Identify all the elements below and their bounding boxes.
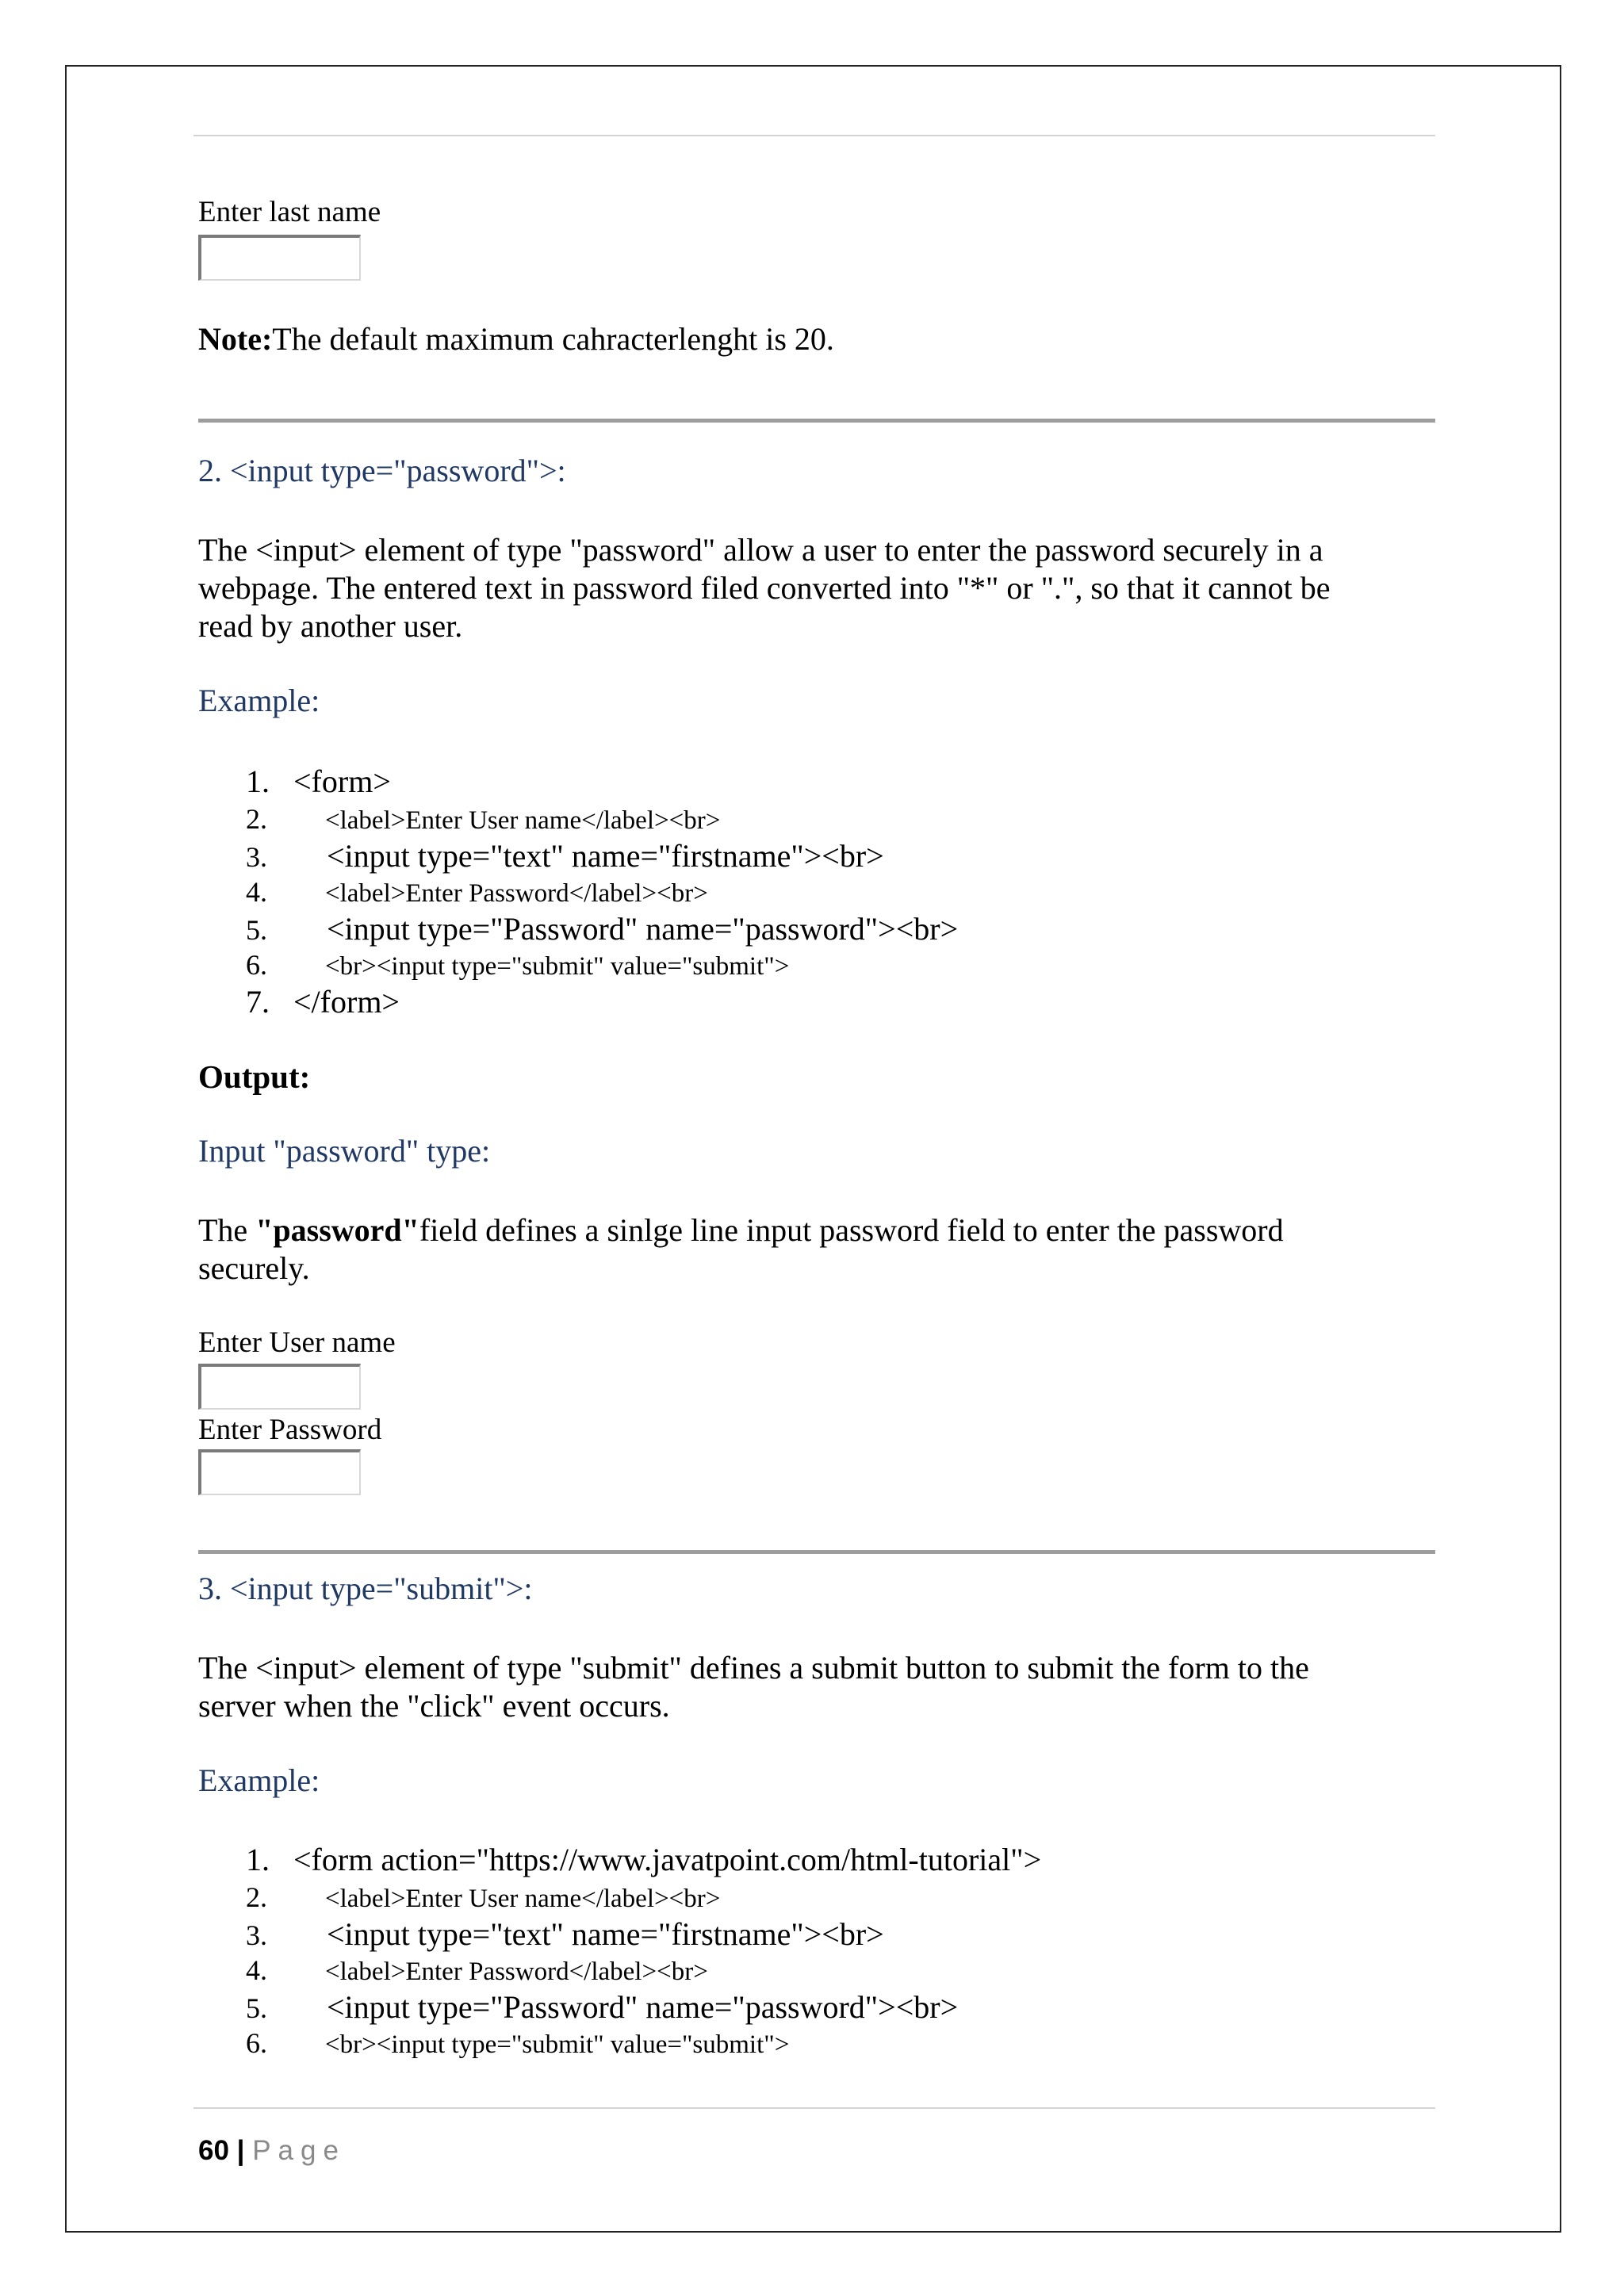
code-line-text: <label>Enter User name</label><br>: [325, 806, 721, 835]
code-line-number: 5.: [246, 1992, 267, 2024]
code-line: [246, 1881, 720, 1914]
code-line: [246, 802, 720, 836]
code-line: [246, 837, 884, 874]
footer-rule: [193, 2107, 1435, 2109]
password-para-line-2: webpage. The entered text in password filed converted into "*" or ".", so that it cannot be: [198, 570, 1331, 606]
password-desc-bold: "password": [255, 1212, 419, 1248]
code-line: [246, 875, 708, 909]
code-line-text: <input type="text" name="firstname"><br>: [327, 838, 884, 874]
code-line-text: <form>: [293, 763, 391, 799]
code-line-number: 3.: [246, 841, 267, 873]
code-line: [246, 2026, 789, 2060]
code-line: [246, 1841, 1041, 1878]
page-number: 60: [198, 2135, 229, 2166]
note-paragraph: [198, 320, 834, 358]
note-text: The default maximum cahracterlenght is 20.: [272, 321, 834, 357]
code-line-number: 7.: [246, 984, 270, 1020]
password-section-heading: 2. <input type="password">:: [198, 453, 566, 488]
user-name-input[interactable]: [198, 1364, 361, 1410]
code-line: [246, 983, 400, 1020]
code-line-text: </form>: [293, 984, 400, 1020]
submit-para-line-2: server when the "click" event occurs.: [198, 1688, 670, 1724]
code-line-text: <label>Enter Password</label><br>: [325, 1957, 708, 1986]
page-label: Page: [252, 2135, 346, 2166]
submit-para-line-1: The <input> element of type "submit" defines a submit button to submit the form to the: [198, 1650, 1309, 1686]
code-line-number: 1.: [246, 763, 270, 799]
code-line: [246, 1954, 708, 1987]
password-desc-line-2: securely.: [198, 1250, 310, 1286]
code-line: [246, 948, 789, 982]
section-divider: [198, 1550, 1435, 1554]
password-example-label: Example:: [198, 683, 320, 718]
output-subheading: Input "password" type:: [198, 1133, 491, 1169]
code-line-text: <input type="Password" name="password"><br>: [327, 911, 959, 947]
password-input[interactable]: [198, 1449, 361, 1495]
code-line-text: <br><input type="submit" value="submit">: [325, 952, 790, 981]
password-desc-prefix: The: [198, 1212, 256, 1248]
password-para-line-3: read by another user.: [198, 608, 463, 644]
footer-separator: |: [236, 2135, 245, 2166]
code-line-text: <form action="https://www.javatpoint.com/html-tutorial">: [293, 1842, 1042, 1877]
code-line-number: 2.: [246, 1881, 267, 1913]
submit-example-label: Example:: [198, 1762, 320, 1798]
password-label: Enter Password: [198, 1414, 382, 1446]
header-rule: [193, 135, 1435, 136]
last-name-label: Enter last name: [198, 196, 381, 228]
code-line: [246, 910, 958, 947]
code-line: [246, 1915, 884, 1953]
page-footer: [198, 2135, 346, 2167]
code-line-number: 6.: [246, 949, 267, 981]
code-line-text: <br><input type="submit" value="submit">: [325, 2030, 790, 2059]
user-name-label: Enter User name: [198, 1326, 396, 1359]
code-line-number: 5.: [246, 914, 267, 946]
code-line-number: 6.: [246, 2027, 267, 2059]
last-name-input[interactable]: [198, 235, 361, 281]
submit-section-heading: 3. <input type="submit">:: [198, 1571, 533, 1606]
code-line-number: 1.: [246, 1842, 270, 1877]
code-line-text: <label>Enter User name</label><br>: [325, 1885, 721, 1913]
password-desc-line-1: [198, 1211, 1284, 1249]
code-line-number: 4.: [246, 876, 267, 908]
password-desc-rest: field defines a sinlge line input password field to enter the password: [419, 1212, 1284, 1248]
password-para-line-1: The <input> element of type "password" allow a user to enter the password securely in a: [198, 532, 1323, 568]
code-line-number: 3.: [246, 1919, 267, 1951]
output-label: Output:: [198, 1058, 311, 1095]
code-line-number: 2.: [246, 803, 267, 835]
code-line-text: <label>Enter Password</label><br>: [325, 879, 708, 908]
note-label: Note:: [198, 321, 273, 357]
code-line-number: 4.: [246, 1954, 267, 1986]
code-line: [246, 1988, 958, 2026]
code-line-text: <input type="text" name="firstname"><br>: [327, 1916, 884, 1952]
section-divider: [198, 419, 1435, 423]
code-line: [246, 763, 391, 800]
code-line-text: <input type="Password" name="password"><br>: [327, 1989, 959, 2025]
